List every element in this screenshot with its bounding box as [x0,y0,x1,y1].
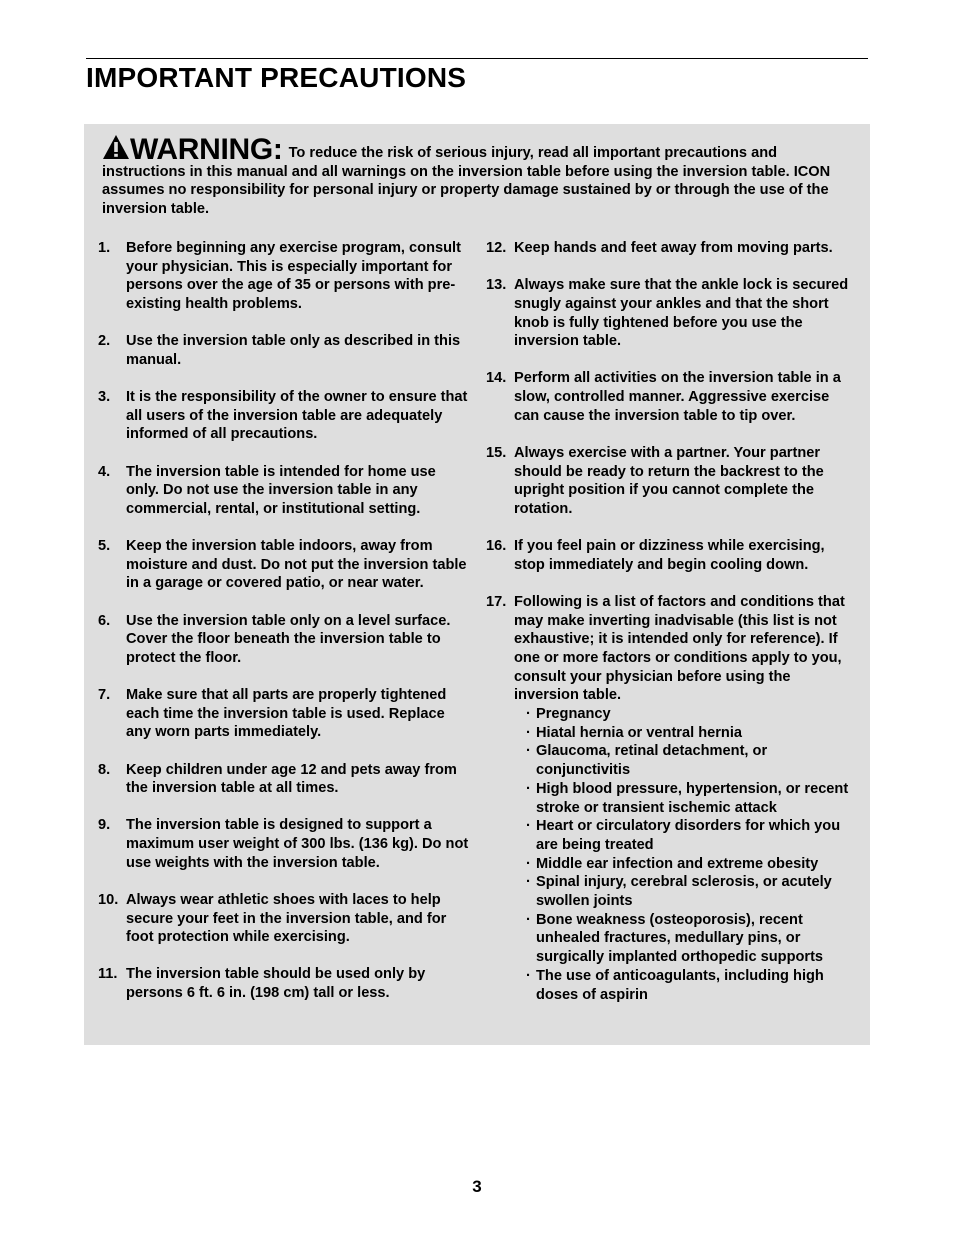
item-text: Following is a list of factors and conditions that may make inverting inadvisable (this list is not exhaustive; it is intended only for reference). If one or more factors or conditions apply to you, consult your physician before using the inversion table. [514,593,845,704]
item-text: The inversion table is intended for home use only. Do not use the inversion table in any commercial, rental, or institutional setting. [126,463,436,517]
condition-text: Pregnancy [536,706,611,723]
warning-text: To reduce the risk of serious injury, read all important precautions and instructions in this manual and all warnings on the inversion table before using the inversion table. ICON assumes no responsibility for personal injury or property damage sustained by or through the use of the inversion table. [102,145,831,217]
item-number: 5. [98,538,111,554]
condition-text: Middle ear infection and extreme obesity [536,855,819,872]
precaution-item-13 [486,276,856,351]
item-text: Before beginning any exercise program, consult your physician. This is especially important for persons over the age of 35 or persons with pre-existing health problems. [126,240,461,313]
bullet-icon: · [526,911,531,928]
precaution-item-8 [98,761,470,798]
item-number: 7. [98,687,111,703]
precaution-item-5 [98,537,470,593]
item-text: Use the inversion table only as described in this manual. [126,333,461,368]
precaution-item-17 [486,593,856,1004]
item-text: Keep hands and feet away from moving parts. [514,240,833,256]
item-text: It is the responsibility of the owner to ensure that all users of the inversion table are adequately informed of all precautions. [126,389,468,443]
item-number: 11. [98,966,118,983]
item-number: 17. [486,593,507,610]
precaution-item-1 [98,239,470,314]
item-number: 4. [98,463,111,480]
bullet-icon: · [526,780,531,797]
warning-block [102,134,856,218]
page-number: 3 [472,1177,482,1196]
precaution-item-15 [486,444,856,519]
condition-item [526,911,856,967]
condition-text: High blood pressure, hypertension, or recent stroke or transient ischemic attack [536,780,849,816]
precaution-item-7 [98,686,470,742]
warning-panel [84,124,870,1045]
precaution-item-3 [98,388,470,444]
bullet-icon: · [526,855,531,872]
item-number: 3. [98,389,111,405]
item-number: 13. [486,277,507,294]
item-number: 8. [98,761,111,778]
item-number: 2. [98,333,111,350]
item-text: If you feel pain or dizziness while exercising, stop immediately and begin cooling down. [514,538,825,573]
precaution-item-14 [486,369,856,425]
item-text: Always wear athletic shoes with laces to help secure your feet in the inversion table, and for foot protection while exercising. [126,891,447,946]
precaution-item-4 [98,463,470,519]
item-text: Always exercise with a partner. Your partner should be ready to return the backrest to the upright position if you cannot complete the rotation. [514,444,824,517]
page-title: IMPORTANT PRECAUTIONS [86,62,467,93]
condition-text: Glaucoma, retinal detachment, or conjunctivitis [536,743,768,779]
item-text: Make sure that all parts are properly tightened each time the inversion table is used. Replace any worn parts immediately. [126,687,447,741]
bullet-icon: · [526,874,531,891]
condition-text: Hiatal hernia or ventral hernia [536,724,743,741]
bullet-icon: · [526,724,531,741]
condition-text: Bone weakness (osteoporosis), recent unhealed fractures, medullary pins, or surgically implanted orthopedic supports [536,911,824,966]
item-text: Keep children under age 12 and pets away from the inversion table at all times. [126,761,457,797]
precaution-item-16 [486,537,856,574]
precautions-right-column [486,239,856,1023]
condition-item [526,967,856,1004]
header-rule [86,58,868,59]
precaution-item-2 [98,332,470,369]
precaution-item-12 [486,239,856,258]
item-text: The inversion table should be used only by persons 6 ft. 6 in. (198 cm) tall or less. [126,966,426,1001]
item-number: 14. [486,370,507,387]
condition-text: Spinal injury, cerebral sclerosis, or acutely swollen joints [536,874,832,910]
item-number: 12. [486,240,507,256]
warning-triangle-icon [102,134,130,160]
condition-item [526,817,856,854]
condition-item [526,742,856,779]
condition-text: The use of anticoagulants, including high doses of aspirin [536,967,824,1003]
item-text: Keep the inversion table indoors, away from moisture and dust. Do not put the inversion table in a garage or covered patio, or near water. [126,538,467,592]
item-text: Use the inversion table only on a level surface. Cover the floor beneath the inversion table to protect the floor. [126,612,451,666]
item-number: 10. [98,891,119,908]
condition-text: Heart or circulatory disorders for which you are being treated [536,818,841,853]
precaution-item-9 [98,816,470,872]
warning-label: WARNING: [130,133,283,166]
bullet-icon: · [526,967,531,984]
precaution-item-10 [98,891,470,947]
bullet-icon: · [526,743,531,760]
item-number: 9. [98,817,111,834]
item-text: The inversion table is designed to support a maximum user weight of 300 lbs. (136 kg). Do not use weights with the inversion table. [126,817,469,871]
bullet-icon: · [526,818,531,835]
item-text: Perform all activities on the inversion table in a slow, controlled manner. Aggressive exercise can cause the inversion table to tip over. [514,370,841,424]
item-number: 1. [98,240,111,256]
precaution-item-11 [98,965,470,1002]
precautions-left-column [98,239,470,1021]
condition-item [526,705,856,724]
item-number: 15. [486,444,507,461]
condition-item [526,724,856,743]
item-number: 16. [486,538,507,554]
bullet-icon: · [526,706,531,723]
item-text: Always make sure that the ankle lock is secured snugly against your ankles and that the short knob is fully tightened before you use the inversion table. [514,277,849,350]
condition-item [526,780,856,817]
precaution-item-6 [98,612,470,668]
condition-item [526,855,856,874]
condition-item [526,873,856,910]
conditions-list [514,705,856,1004]
item-number: 6. [98,612,111,629]
